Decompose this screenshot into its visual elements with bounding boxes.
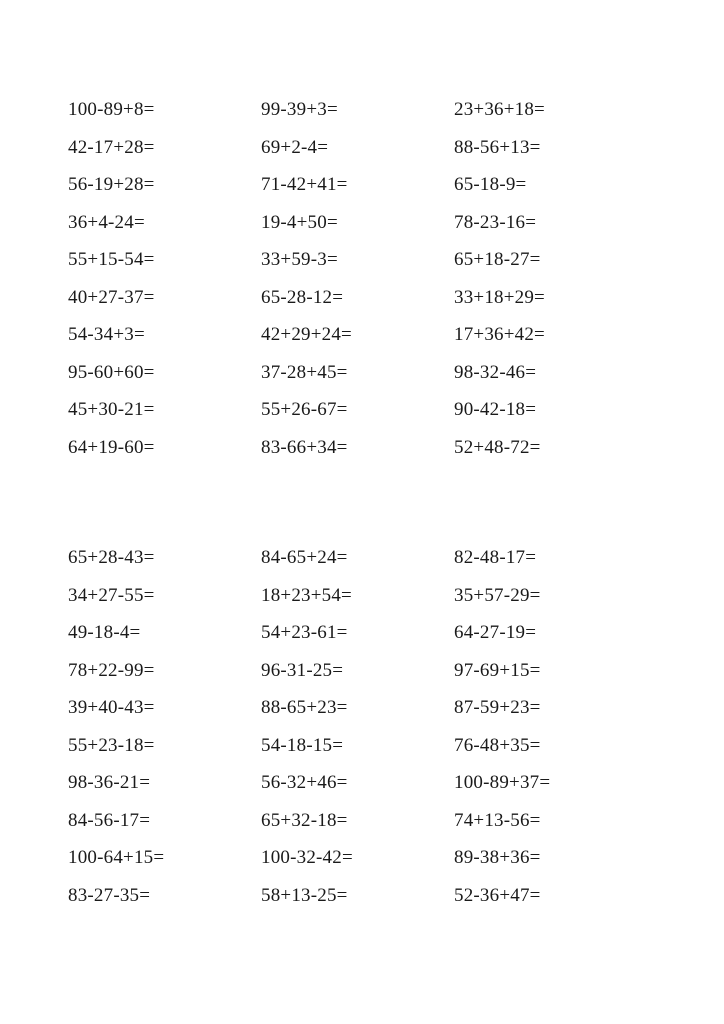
math-problem: 74+13-56=: [454, 809, 541, 831]
math-problem: 83-27-35=: [68, 884, 151, 906]
math-problem: 49-18-4=: [68, 622, 141, 644]
math-problem: 19-4+50=: [261, 211, 338, 233]
problem-block-1: [68, 91, 668, 466]
problem-row: [68, 764, 668, 802]
math-problem: 78+22-99=: [68, 659, 155, 681]
problem-row: [68, 577, 668, 615]
problem-row: [68, 129, 668, 167]
math-problem: 96-31-25=: [261, 659, 344, 681]
math-problem: 88-65+23=: [261, 697, 348, 719]
math-problem: 97-69+15=: [454, 659, 541, 681]
math-problem: 98-36-21=: [68, 772, 151, 794]
math-problem: 65+28-43=: [68, 547, 155, 569]
math-problem: 83-66+34=: [261, 436, 348, 458]
problem-row: [68, 727, 668, 765]
math-problem: 76-48+35=: [454, 734, 541, 756]
math-problem: 33+18+29=: [454, 286, 545, 308]
math-problem: 55+15-54=: [68, 249, 155, 271]
math-problem: 98-32-46=: [454, 361, 537, 383]
math-problem: 64+19-60=: [68, 436, 155, 458]
math-problem: 52-36+47=: [454, 884, 541, 906]
math-problem: 65+18-27=: [454, 249, 541, 271]
math-problem: 90-42-18=: [454, 399, 537, 421]
problem-row: [68, 166, 668, 204]
math-problem: 95-60+60=: [68, 361, 155, 383]
problem-row: [68, 652, 668, 690]
math-problem: 17+36+42=: [454, 324, 545, 346]
math-problem: 36+4-24=: [68, 211, 145, 233]
problem-row: [68, 614, 668, 652]
problem-row: [68, 316, 668, 354]
math-problem: 71-42+41=: [261, 174, 348, 196]
math-problem: 23+36+18=: [454, 99, 545, 121]
math-problem: 88-56+13=: [454, 136, 541, 158]
math-problem: 18+23+54=: [261, 584, 352, 606]
math-problem: 84-56-17=: [68, 809, 151, 831]
math-problem: 56-19+28=: [68, 174, 155, 196]
math-problem: 78-23-16=: [454, 211, 537, 233]
problem-row: [68, 839, 668, 877]
math-problem: 100-64+15=: [68, 847, 165, 869]
problem-row: [68, 354, 668, 392]
math-problem: 56-32+46=: [261, 772, 348, 794]
problem-row: [68, 91, 668, 129]
math-problem: 89-38+36=: [454, 847, 541, 869]
problem-block-2: [68, 539, 668, 914]
math-problem: 100-32-42=: [261, 847, 353, 869]
problem-row: [68, 429, 668, 467]
math-problem: 39+40-43=: [68, 697, 155, 719]
math-problem: 55+26-67=: [261, 399, 348, 421]
problem-row: [68, 689, 668, 727]
math-problem: 55+23-18=: [68, 734, 155, 756]
math-problem: 54+23-61=: [261, 622, 348, 644]
math-problem: 35+57-29=: [454, 584, 541, 606]
math-problem: 45+30-21=: [68, 399, 155, 421]
problem-row: [68, 204, 668, 242]
math-problem: 87-59+23=: [454, 697, 541, 719]
math-problem: 99-39+3=: [261, 99, 338, 121]
problem-row: [68, 241, 668, 279]
math-problem: 65+32-18=: [261, 809, 348, 831]
math-problem: 69+2-4=: [261, 136, 329, 158]
math-problem: 42+29+24=: [261, 324, 352, 346]
math-problem: 82-48-17=: [454, 547, 537, 569]
problem-row: [68, 391, 668, 429]
problem-row: [68, 539, 668, 577]
problem-row: [68, 877, 668, 915]
math-problem: 37-28+45=: [261, 361, 348, 383]
math-problem: 65-18-9=: [454, 174, 527, 196]
math-problem: 58+13-25=: [261, 884, 348, 906]
math-problem: 84-65+24=: [261, 547, 348, 569]
math-problem: 34+27-55=: [68, 584, 155, 606]
math-problem: 100-89+37=: [454, 772, 551, 794]
math-problem: 54-34+3=: [68, 324, 145, 346]
math-problem: 52+48-72=: [454, 436, 541, 458]
math-problem: 33+59-3=: [261, 249, 338, 271]
math-problem: 42-17+28=: [68, 136, 155, 158]
math-problem: 54-18-15=: [261, 734, 344, 756]
math-problem: 100-89+8=: [68, 99, 155, 121]
math-problem: 64-27-19=: [454, 622, 537, 644]
problem-row: [68, 802, 668, 840]
math-problem: 65-28-12=: [261, 286, 344, 308]
problem-row: [68, 279, 668, 317]
math-problem: 40+27-37=: [68, 286, 155, 308]
